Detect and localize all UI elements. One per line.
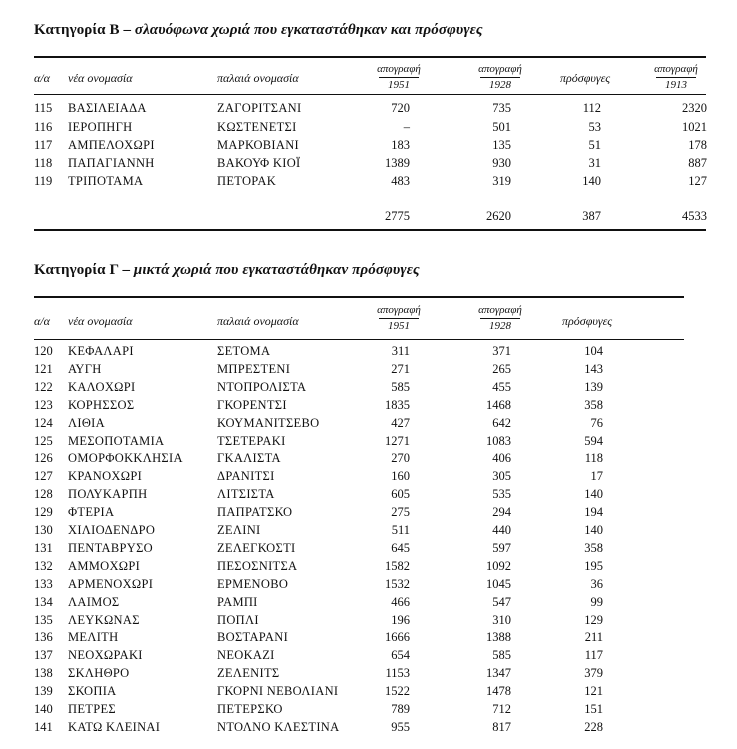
section-c-header-new: νέα ονομασία [68,314,133,328]
section-b-header-1913-bottom: 1913 [665,79,687,91]
cell-new-name: ΚΕΦΑΛΑΡΙ [68,344,134,358]
cell-old-name: ΓΚΟΡΕΝΤΣΙ [217,397,287,412]
cell-1928: 1092 [486,558,511,573]
table-row [0,595,737,613]
cell-new-name: ΙΕΡΟΠΗΓΗ [68,120,133,134]
total-refugees: 387 [582,209,601,223]
section-b-header-num: α/α [34,71,50,85]
cell-new-name: ΣΚΛΗΘΡΟ [68,666,130,681]
table-row [0,451,737,469]
cell-old-name: ΚΟΥΜΑΝΙΤΣΕΒΟ [217,415,320,430]
cell-num: 122 [34,379,53,394]
cell-new-name: ΛΕΥΚΩΝΑΣ [68,612,140,627]
cell-old-name: ΓΚΟΡΝΙ ΝΕΒΟΛΙΑΝΙ [217,684,339,699]
cell-1928: 547 [492,594,511,609]
cell-old-name: ΛΙΤΣΙΣΤΑ [217,487,275,502]
cell-num: 127 [34,469,53,484]
cell-num: 135 [34,612,53,627]
cell-1951: 483 [391,174,410,188]
section-c-title-rest: μικτά χωριά που εγκαταστάθηκαν πρόσφυγες [133,262,420,278]
cell-old-name: ΖΕΛΕΝΙΤΣ [217,666,280,681]
cell-1928: 1347 [486,666,511,681]
section-b-header-new: νέα ονομασία [68,71,133,85]
section-c-header-rule [34,339,684,340]
cell-1951: 1532 [385,576,410,591]
cell-old-name: ΝΕΟΚΑΖΙ [217,648,275,663]
cell-1928: 1468 [486,397,511,412]
cell-1928: 1388 [486,630,511,645]
cell-1928: 135 [492,138,511,152]
table-row [0,666,737,684]
section-c-header-old: παλαιά ονομασία [217,314,299,328]
cell-old-name: ΣΕΤΟΜΑ [217,344,271,358]
cell-refugees: 140 [584,523,603,537]
section-b-header-1951-top: απογραφή [377,63,421,75]
cell-refugees: 228 [584,719,603,734]
cell-num: 125 [34,433,53,448]
cell-num: 137 [34,648,53,663]
cell-new-name: ΑΥΓΗ [68,361,102,376]
table-row [0,487,737,505]
cell-old-name: ΝΤΟΠΡΟΛΙΣΤΑ [217,379,307,394]
cell-1951: 720 [391,101,410,115]
cell-new-name: ΑΜΜΟΧΩΡΙ [68,558,141,573]
section-b-title-bold: Κατηγορία Β – [34,22,132,38]
cell-num: 124 [34,415,53,430]
cell-old-name: ΚΩΣΤΕΝΕΤΣΙ [217,120,297,134]
section-c-header-1928 [465,303,535,334]
cell-1928: 406 [492,451,511,466]
cell-refugees: 151 [584,702,603,716]
cell-1913: 2320 [682,101,707,115]
cell-1951: – [403,120,410,134]
section-c-header-refugees: πρόσφυγες [562,314,613,328]
section-c-title [34,262,420,279]
cell-1951: 160 [391,469,410,484]
cell-old-name: ΔΡΑΝΙΤΣΙ [217,469,275,484]
table-row [0,156,737,174]
section-c-header-1928-bottom: 1928 [489,320,511,332]
cell-num: 129 [34,505,53,520]
cell-refugees: 51 [588,138,601,152]
cell-1928: 294 [492,505,511,520]
table-row [0,174,737,192]
cell-old-name: ΒΟΣΤΑΡΑΝΙ [217,630,289,645]
cell-1928: 930 [492,156,511,170]
cell-refugees: 99 [590,594,603,609]
cell-1928: 735 [492,101,511,115]
cell-refugees: 121 [584,684,603,699]
cell-old-name: ΒΑΚΟΥΦ ΚΙΟΪ [217,156,301,170]
cell-refugees: 31 [588,156,601,170]
cell-num: 132 [34,558,53,573]
section-b-header-refugees: πρόσφυγες [560,71,611,85]
cell-1928: 501 [492,120,511,134]
cell-1913: 178 [688,138,707,152]
section-b-header-1951-bottom: 1951 [388,79,410,91]
table-row [0,577,737,595]
cell-new-name: ΠΕΤΡΕΣ [68,702,116,716]
section-c-header-num: α/α [34,314,50,328]
cell-1951: 427 [391,415,410,430]
table-row [0,720,737,738]
cell-old-name: ΝΤΟΛΝΟ ΚΛΕΣΤΙΝΑ [217,719,340,734]
cell-1928: 597 [492,540,511,555]
total-1913: 4533 [682,209,707,223]
table-row [0,416,737,434]
cell-new-name: ΚΑΤΩ ΚΛΕΙΝΑΙ [68,719,161,734]
cell-old-name: ΠΕΤΕΡΣΚΟ [217,702,283,716]
cell-old-name: ΜΠΡΕΣΤΕΝΙ [217,361,291,376]
cell-num: 116 [34,120,53,134]
cell-1928: 265 [492,361,511,376]
cell-1951: 1271 [385,433,410,448]
cell-new-name: ΠΑΠΑΓΙΑΝΝΗ [68,156,155,170]
cell-old-name: ΖΑΓΟΡΙΤΣΑΝΙ [217,101,302,115]
cell-refugees: 140 [582,174,601,188]
cell-1951: 271 [391,361,410,376]
section-c-top-rule [34,296,684,298]
cell-1951: 1153 [385,666,410,681]
cell-new-name: ΠΟΛΥΚΑΡΠΗ [68,487,148,502]
section-c-title-bold: Κατηγορία Γ – [34,262,131,278]
cell-num: 139 [34,684,53,699]
cell-new-name: ΛΙΘΙΑ [68,415,105,430]
cell-refugees: 194 [584,505,603,520]
cell-1951: 645 [391,540,410,555]
total-1951: 2775 [385,209,410,223]
table-row [0,138,737,156]
section-b-top-rule [34,56,706,58]
cell-1951: 654 [391,648,410,663]
cell-old-name: ΠΟΠΛΙ [217,612,259,627]
cell-1928: 712 [492,702,511,716]
table-row [0,101,737,119]
section-c-header-1951-bottom: 1951 [388,320,410,332]
cell-new-name: ΟΜΟΡΦΟΚΚΛΗΣΙΑ [68,451,183,466]
cell-num: 123 [34,397,53,412]
cell-refugees: 140 [584,487,603,502]
cell-1913: 887 [688,156,707,170]
cell-1951: 1522 [385,684,410,699]
section-b-header-1928-top: απογραφή [478,63,522,75]
cell-new-name: ΤΡΙΠΟΤΑΜΑ [68,174,144,188]
cell-old-name: ΜΑΡΚΟΒΙΑΝΙ [217,138,300,152]
table-row [0,541,737,559]
table-row [0,380,737,398]
cell-1928: 1045 [486,576,511,591]
cell-1928: 455 [492,379,511,394]
cell-old-name: ΕΡΜΕΝΟΒΟ [217,576,289,591]
cell-refugees: 76 [590,415,603,430]
section-b-header-1913 [645,62,707,93]
cell-new-name: ΧΙΛΙΟΔΕΝΔΡΟ [68,523,156,537]
table-row [0,362,737,380]
cell-refugees: 117 [584,648,603,663]
table-row [0,523,737,541]
cell-refugees: 143 [584,361,603,376]
table-row [0,505,737,523]
cell-new-name: ΑΜΠΕΛΟΧΩΡΙ [68,138,155,152]
cell-1951: 585 [391,379,410,394]
section-c-header-1951 [364,303,434,334]
table-row [0,434,737,452]
cell-refugees: 139 [584,379,603,394]
table-row [0,398,737,416]
cell-num: 138 [34,666,53,681]
cell-1928: 371 [492,344,511,358]
cell-1951: 955 [391,719,410,734]
table-row [0,684,737,702]
cell-num: 119 [34,174,53,188]
cell-num: 136 [34,630,53,645]
table-row [0,559,737,577]
cell-num: 126 [34,451,53,466]
cell-num: 117 [34,138,53,152]
cell-refugees: 211 [584,630,603,645]
cell-1928: 1478 [486,684,511,699]
section-b-header-rule [34,94,706,95]
cell-num: 133 [34,576,53,591]
cell-1951: 311 [391,344,410,358]
cell-old-name: ΖΕΛΙΝΙ [217,523,261,537]
cell-1928: 319 [492,174,511,188]
table-row [0,120,737,138]
cell-num: 130 [34,523,53,537]
section-c-header-1928-top: απογραφή [478,304,522,316]
section-b-header-1951 [364,62,434,93]
cell-refugees: 358 [584,397,603,412]
cell-1928: 585 [492,648,511,663]
cell-refugees: 118 [584,451,603,466]
cell-num: 120 [34,344,53,358]
cell-new-name: ΑΡΜΕΝΟΧΩΡΙ [68,576,154,591]
cell-new-name: ΣΚΟΠΙΑ [68,684,117,699]
cell-new-name: ΜΕΛΙΤΗ [68,630,119,645]
table-row [0,344,737,362]
cell-1951: 183 [391,138,410,152]
cell-refugees: 112 [582,101,601,115]
table-row [0,613,737,631]
cell-new-name: ΦΤΕΡΙΑ [68,505,115,520]
cell-new-name: ΒΑΣΙΛΕΙΑΔΑ [68,101,147,115]
cell-old-name: ΡΑΜΠΙ [217,594,258,609]
cell-new-name: ΛΑΙΜΟΣ [68,594,120,609]
cell-old-name: ΖΕΛΕΓΚΟΣΤΙ [217,540,296,555]
cell-1951: 1582 [385,558,410,573]
cell-refugees: 53 [588,120,601,134]
table-row [0,648,737,666]
cell-1951: 466 [391,594,410,609]
cell-num: 131 [34,540,53,555]
cell-num: 141 [34,719,53,734]
cell-1951: 1389 [385,156,410,170]
cell-refugees: 104 [584,344,603,358]
cell-new-name: ΝΕΟΧΩΡΑΚΙ [68,648,143,663]
cell-new-name: ΠΕΝΤΑΒΡΥΣΟ [68,540,153,555]
cell-num: 115 [34,101,53,115]
cell-refugees: 594 [584,433,603,448]
cell-1928: 642 [492,415,511,430]
table-row [0,630,737,648]
cell-new-name: ΜΕΣΟΠΟΤΑΜΙΑ [68,433,165,448]
cell-1928: 305 [492,469,511,484]
cell-old-name: ΓΚΑΛΙΣΤΑ [217,451,281,466]
cell-old-name: ΤΣΕΤΕΡΑΚΙ [217,433,286,448]
cell-1928: 817 [492,719,511,734]
section-b-header-1913-top: απογραφή [654,63,698,75]
cell-refugees: 379 [584,666,603,681]
cell-1913: 127 [688,174,707,188]
cell-1928: 535 [492,487,511,502]
cell-1951: 1835 [385,397,410,412]
cell-old-name: ΠΑΠΡΑΤΣΚΟ [217,505,293,520]
table-row [0,469,737,487]
cell-old-name: ΠΕΤΟΡΑΚ [217,174,277,188]
section-b-title [34,22,483,39]
cell-1928: 440 [492,523,511,537]
cell-refugees: 195 [584,558,603,573]
cell-1951: 1666 [385,630,410,645]
cell-1928: 1083 [486,433,511,448]
cell-1951: 605 [391,487,410,502]
total-1928: 2620 [486,209,511,223]
cell-1928: 310 [492,612,511,627]
cell-num: 134 [34,594,53,609]
section-b-bottom-rule [34,229,706,231]
cell-refugees: 17 [590,469,603,484]
section-c-header-1951-top: απογραφή [377,304,421,316]
cell-num: 118 [34,156,53,170]
cell-num: 128 [34,487,53,502]
cell-num: 121 [34,361,53,376]
cell-1951: 275 [391,505,410,520]
cell-refugees: 129 [584,612,603,627]
cell-old-name: ΠΕΣΟΣΝΙΤΣΑ [217,558,298,573]
cell-new-name: ΚΟΡΗΣΣΟΣ [68,397,135,412]
cell-refugees: 358 [584,540,603,555]
cell-1913: 1021 [682,120,707,134]
totals-row [0,209,737,227]
section-b-title-rest: σλαυόφωνα χωριά που εγκαταστάθηκαν και πρόσφυγες [134,22,483,38]
section-b-header-old: παλαιά ονομασία [217,71,299,85]
cell-1951: 270 [391,451,410,466]
section-b-header-1928 [465,62,535,93]
cell-1951: 196 [391,612,410,627]
cell-1951: 511 [391,523,410,537]
table-row [0,702,737,720]
cell-new-name: ΚΡΑΝΟΧΩΡΙ [68,469,143,484]
section-b-header-1928-bottom: 1928 [489,79,511,91]
cell-new-name: ΚΑΛΟΧΩΡΙ [68,379,136,394]
cell-num: 140 [34,702,53,716]
cell-1951: 789 [391,702,410,716]
cell-refugees: 36 [590,576,603,591]
